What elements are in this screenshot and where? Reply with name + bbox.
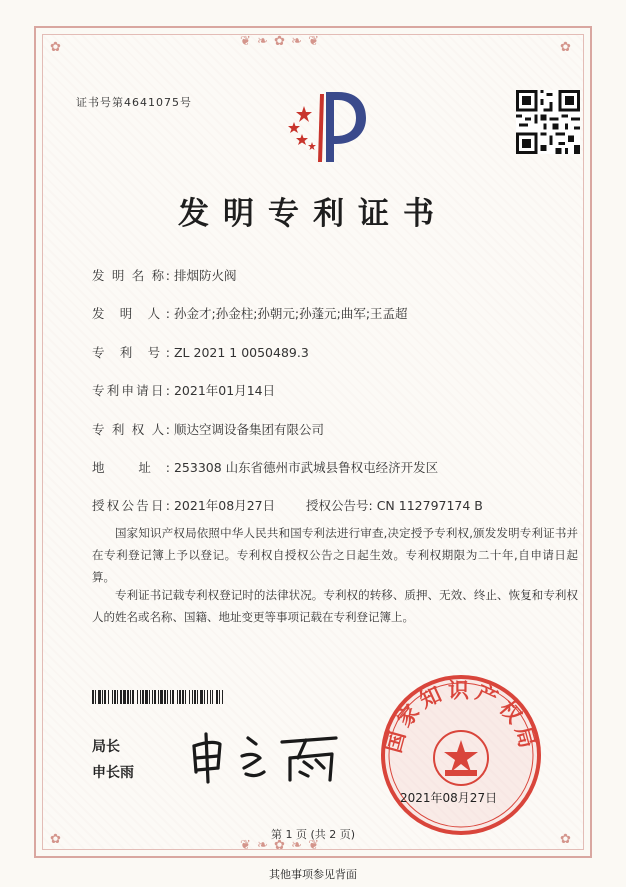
bottom-ornament: ❦ ❧ ✿ ❧ ❦ <box>240 838 320 853</box>
address-row <box>92 458 438 476</box>
grant-number-value: CN 112797174 B <box>376 498 483 513</box>
grant-number-label: 授权公告号: <box>306 498 373 513</box>
director-title: 局长 <box>92 739 120 755</box>
director-name: 申长雨 <box>92 765 134 781</box>
patentee-label: 专 利 权 人: <box>92 422 170 437</box>
patentee-value: 顺达空调设备集团有限公司 <box>173 422 324 437</box>
invention-name-value: 排烟防火阀 <box>173 268 237 283</box>
application-date-value: 2021年01月14日 <box>173 383 276 398</box>
director-signature-icon <box>186 728 346 784</box>
corner-ornament: ✿ <box>560 832 572 847</box>
barcode-icon <box>92 690 328 704</box>
application-date-row <box>92 381 275 399</box>
corner-ornament: ✿ <box>560 40 572 55</box>
qr-code-icon <box>516 90 580 154</box>
patentee-row <box>92 420 324 438</box>
grant-statement-paragraph: 国家知识产权局依照中华人民共和国专利法进行审查,决定授予专利权,颁发发明专利证书并在专利登记簿上予以登记。专利权自授权公告之日起生效。专利权期限为二十年,自申请日起算。 <box>92 526 578 584</box>
certificate-number: 证书号第4641075号 <box>76 96 192 109</box>
legal-status-paragraph: 专利证书记载专利权登记时的法律状况。专利权的转移、质押、无效、终止、恢复和专利权人的姓名或名称、国籍、地址变更等事项记载在专利登记簿上。 <box>92 588 578 624</box>
grant-date-label: 授权公告日: <box>92 498 170 513</box>
address-value: 253308 山东省德州市武城县鲁权屯经济开发区 <box>173 460 439 475</box>
corner-ornament: ✿ <box>50 832 62 847</box>
patent-number-label: 专 利 号: <box>92 345 170 360</box>
grant-date-row <box>92 496 275 514</box>
inventors-value: 孙金才;孙金柱;孙朝元;孙蓬元;曲军;王孟超 <box>173 306 408 321</box>
inventors-row <box>92 304 408 322</box>
footer-note: 其他事项参见背面 <box>269 868 357 881</box>
grant-date-value: 2021年08月27日 <box>173 498 276 513</box>
application-date-label: 专利申请日: <box>92 383 170 398</box>
official-seal-icon <box>378 672 544 838</box>
patent-number-row <box>92 343 309 361</box>
inventors-label: 发 明 人: <box>92 306 170 321</box>
grant-number-row <box>306 496 483 514</box>
seal-date: 2021年08月27日 <box>400 791 498 805</box>
page-number: 第 1 页 (共 2 页) <box>270 828 356 841</box>
cnipa-logo-icon <box>282 84 372 166</box>
top-ornament: ❦ ❧ ✿ ❧ ❦ <box>240 34 320 49</box>
corner-ornament: ✿ <box>50 40 62 55</box>
invention-name-row <box>92 266 237 284</box>
seal-text: 国家知识产权局 <box>380 677 542 756</box>
patent-number-value: ZL 2021 1 0050489.3 <box>173 345 309 360</box>
certificate-title: 发明专利证书 <box>178 196 448 232</box>
address-label: 地 址: <box>92 460 170 475</box>
invention-name-label: 发 明 名 称: <box>92 268 170 283</box>
